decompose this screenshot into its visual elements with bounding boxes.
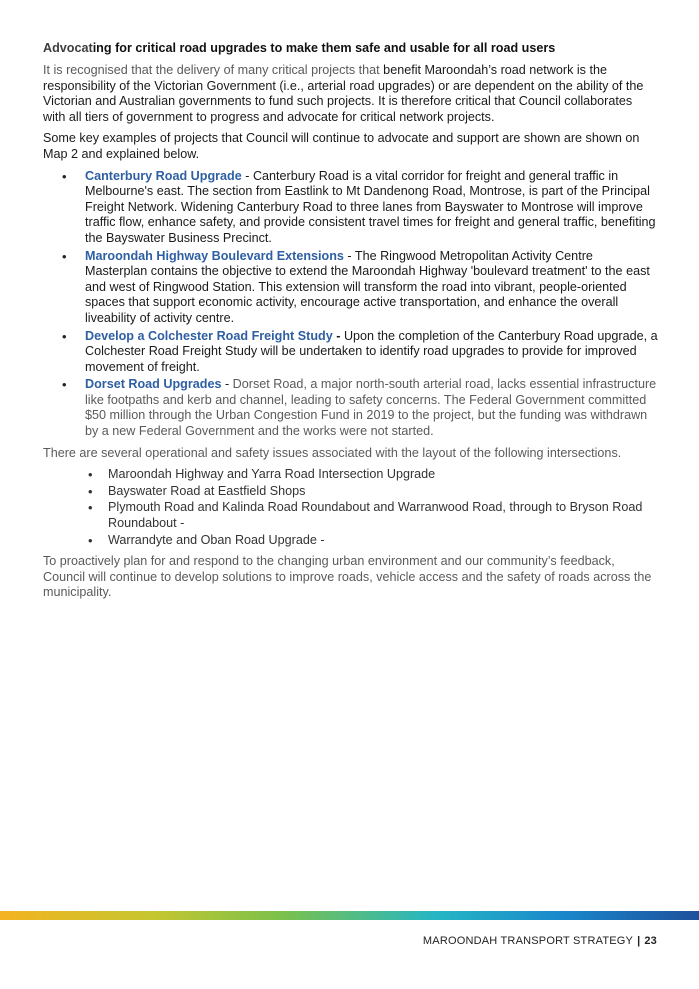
- page-content: [43, 40, 658, 607]
- footer-doc-title: MAROONDAH TRANSPORT STRATEGY: [422, 935, 634, 947]
- project-list: [43, 169, 658, 440]
- project-title: Dorset Road Upgrades: [85, 377, 222, 392]
- project-separator: -: [241, 168, 253, 183]
- footer-color-strip: [0, 911, 699, 920]
- heading-part-1: Advocat: [43, 41, 93, 55]
- project-text: The Ringwood Metropolitan Activity Centre Masterplan contains the objective to extend the Maroondah Highway 'boulevard treatment' to the east and west of Ringwood Station. This extension will transform the road into vibrant, people-oriented spaces that support economic activity, encourage active transportation, and enhance the overall liveability of activity centre.: [85, 248, 650, 325]
- closing-paragraph: To proactively plan for and respond to the changing urban environment and our community’s feedback, Council will continue to develop solutions to improve roads, vehicle access and the safety of roads across the municipality.: [43, 554, 652, 600]
- intro-paragraph: [43, 63, 658, 125]
- project-separator: -: [343, 248, 355, 263]
- examples-paragraph: Some key examples of projects that Council will continue to advocate and support are shown are shown on Map 2 and explained below.: [43, 131, 640, 161]
- page-number: 23: [644, 935, 657, 947]
- list-item: • Maroondah Highway and Yarra Road Intersection Upgrade: [43, 467, 658, 483]
- intro-muted-text: It is recognised that the delivery of many critical projects that: [43, 63, 380, 77]
- project-text: Dorset Road, a major north-south arterial road, lacks essential infrastructure like footpaths and kerb and channel, leading to safety concerns. The Federal Government committed $50 million through the Urban Congestion Fund in 2019 to the project, but the funding was withdrawn by a new Federal Government and the works were not started.: [85, 377, 657, 439]
- project-item-colchester: [43, 329, 658, 376]
- list-item: • Bayswater Road at Eastfield Shops: [43, 484, 658, 500]
- project-separator: -: [332, 328, 344, 343]
- list-item: • Warrandyte and Oban Road Upgrade -: [43, 533, 658, 549]
- footer-separator: |: [637, 935, 641, 947]
- project-text: Canterbury Road is a vital corridor for freight and general traffic in Melbourne's east. The section from Eastlink to Mt Dandenong Road, Montrose, is part of the Principal Freight Network. Widening Canterbury Road to three lanes from Bayswater to Montrose will improve traffic flow, enhance safety, and provide consistent travel times for freight and general traffic, benefiting the Bayswater Business Precinct.: [85, 168, 656, 245]
- project-item-canterbury: [43, 169, 658, 247]
- project-title: Maroondah Highway Boulevard Extensions: [85, 248, 344, 263]
- project-title: Canterbury Road Upgrade: [85, 168, 242, 183]
- section-heading: [43, 40, 658, 56]
- project-item-dorset: [43, 377, 658, 439]
- project-title: Develop a Colchester Road Freight Study: [85, 328, 333, 343]
- page-footer: [423, 935, 657, 947]
- project-separator: -: [221, 377, 233, 392]
- list-item: • Plymouth Road and Kalinda Road Roundabout and Warranwood Road, through to Bryson Road Roundabout -: [43, 500, 658, 531]
- intro-text: benefit Maroondah’s road network is the responsibility of the Victorian Government (i.e., arterial road upgrades) or are dependent on the ability of the Victorian and Australian governments to fund such projects. It is therefore critical that Council collaborates with all tiers of government to progress and advocate for critical network projects.: [43, 63, 644, 124]
- intersection-list: [43, 467, 658, 548]
- project-item-maroondah-highway: [43, 249, 658, 327]
- project-text: Upon the completion of the Canterbury Road upgrade, a Colchester Road Freight Study will be undertaken to identify road upgrades to provide for improved movement of freight.: [85, 328, 658, 374]
- heading-part-2: ing for critical road upgrades to make them safe and usable for all road users: [92, 41, 556, 55]
- operational-paragraph: There are several operational and safety issues associated with the layout of the following intersections.: [43, 445, 622, 460]
